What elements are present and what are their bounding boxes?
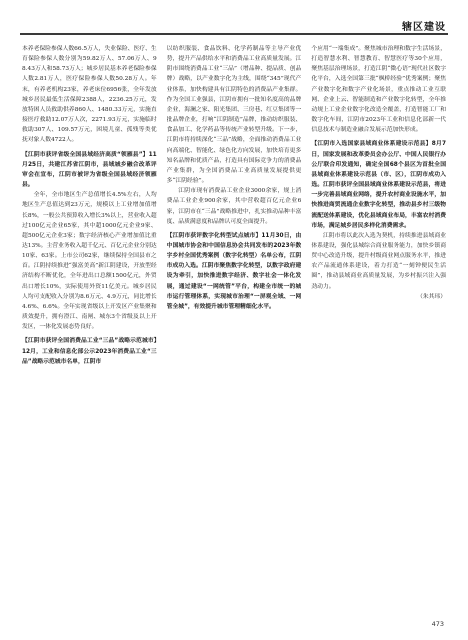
body-paragraph: 江阴市现有消费品工业企业3000余家，规上消费品工业企业900余家，其中营收超百亿元企业6家，江阴市在“三品”战略推进中，扎实推动品种丰富度、品质满意度和品牌认可度全面提升。 <box>166 188 302 225</box>
page-header <box>20 18 448 38</box>
news-headline-paragraph: 【江阴市获评数字化转型试点城市】11月30日，由中国城市协会和中国信息协会共同发布的2023年数字乡村全国优秀案例（数字化转型）名单公布，江阴市成功入选。江阴市聚焦数字化转型，以数字政府建设为牵引，加快推进数字经济、数字社会一体化发展，通过建设“一网统管”平台，构建全市统一的城市运行管理体系，实现城市治理“一屏观全域、一网管全城”，有效提升城市管理精细化水平。 <box>166 232 302 310</box>
body-paragraph: 以纺织服装、食品饮料、化学药制品等主导产业优势，提升产品供给水平和消费品工业高质量发展。江阴市围绕消费品工业“三品”（增品种、提品质、创品牌）战略，以产业数字化为主线，围绕“345”现代产业体系，加快构建具有江阴特色的消费品产业集群。作为全国工业强县，江阴市拥有一批知名度高的品牌企业，海澜之家、阳光集团、三房巷、红豆集团等一批品牌企业，打响“江阴制造”品牌，推动纺织服装、食品加工、化学药品等传统产业转型升级。下一步，江阴市将持续深化“三品”战略，全面推动消费品工业向高端化、智能化、绿色化方向发展，加快培育更多知名品牌和优质产品，打造具有国际竞争力的消费品产业集群，为全国消费品工业高质量发展提供更多“江阴经验”。 <box>166 46 302 185</box>
article-columns <box>22 44 446 622</box>
news-headline-paragraph: 【江阴市获评全国消费品工业“三品”战略示范城市】12月，工业和信息化部公示2023年消费品工业“三品”战略示范城市名单，江阴市 <box>22 338 157 365</box>
author-credit: （朱其玮） <box>417 293 447 300</box>
text-column-1 <box>22 44 157 622</box>
page-number: 473 <box>431 620 444 628</box>
body-paragraph: 江阴市将以此次入选为契机，持续推进县域商业体系建设，强化县城综合商业服务能力，加快乡镇商贸中心改造升级，提升村级商业网点服务水平，推进农产品流通体系建设，着力打造“一刻钟便民生活圈”，推动县域商业高质量发展，为乡村振兴注入强劲动力。 <box>311 232 447 290</box>
body-paragraph: 本养老保险参保人数66.5万人，失业保险、医疗、生育保险参保人数分别为59.82万人、57.06万人、98.43万人和58.73万人；城乡居民基本养老保险参保人数2.81万人，医疗保险参保人数50.28万人。年末，有养老机构23家，养老床位6956张，全年发放城乡居民最低生活保障2388人，2236.25万元，发放特困人员救助供养860人、1480.33万元，实施直接医疗救助12.07万人次，2271.93万元，实施临时救助307人、109.57万元，困境儿童、孤残等类优抚对象人数4722人。 <box>22 46 157 144</box>
body-paragraph: 全年，全市地区生产总值增长4.5%左右，人均地区生产总值达到23万元，规模以上工业增加值增长8%，一般公共预算收入增长3%以上，营业收入超过100亿元企业65家，其中超1000亿元企业9家、超500亿元企业3家；数字经济核心产业增加值比重达13%。主营业务收入超千亿元、百亿元企业分别达10家、63家。上市公司62家，继续保持全国县市之首。江阴持续推进“强富美高”新江阴建设，开放型经济结构不断优化，全年进出口总额1500亿元，外贸出口增长10%，实际使用外资11亿美元。城乡居民人均可支配收入分别为8.6万元、4.9万元，同比增长4.6%、6.6%。全年实现省级以上开发区产业集聚和质效提升，拥有澄江、南闸、城东3个省级及以上开发区，一体化发展态势良好。 <box>22 192 157 331</box>
section-title: 辖区建设 <box>402 22 446 33</box>
header-rule <box>20 33 448 35</box>
text-column-2 <box>167 44 302 622</box>
body-paragraph: 个应用“一端集成”。聚焦城市治理和数字生活场景，打造智慧水利、智慧教育、智慧医疗等30个应用，聚焦基层治理场景，打造江阴“微心语”现代社区数字化平台，入选全国第三批“枫桥经验”优秀案例；聚焦产业数字化和数字产业化场景，重点推动工业互联网、企业上云、智能制造和产业数字化转型，全年推动规上工业企业数字化改造全覆盖，打造智能工厂和数字化车间，江阴市2023年工业和信息化部新一代信息技术与制造业融合发展示范加快形成。 <box>311 46 447 134</box>
news-headline-paragraph: 【江阴市获评省级全国县域经济高质“领雁县”】11月25日，共建江苏省江阴市，县域城乡融合改革评审会在宣布，江阴市被评为省级全国县域经济领雁县。 <box>22 151 157 189</box>
text-column-3 <box>311 44 446 622</box>
news-headline-paragraph: 【江阴市入选国家县域商业体系建设示范县】8月7日，国家发展和改革委员会办公厅、中国人民银行办公厅联合印发通知，确定全国68个县区为首批全国县域商业体系建设示范县（市、区），江阴市成功入选。江阴市获评全国县域商业体系建设示范县，将进一步完善县域商业网络，提升农村商业设施水平，加快推进商贸流通企业数字化转型，推动县乡村三级物流配送体系建设，优化县域商业布局，丰富农村消费市场，满足城乡居民多样化消费需求。 <box>311 141 447 229</box>
